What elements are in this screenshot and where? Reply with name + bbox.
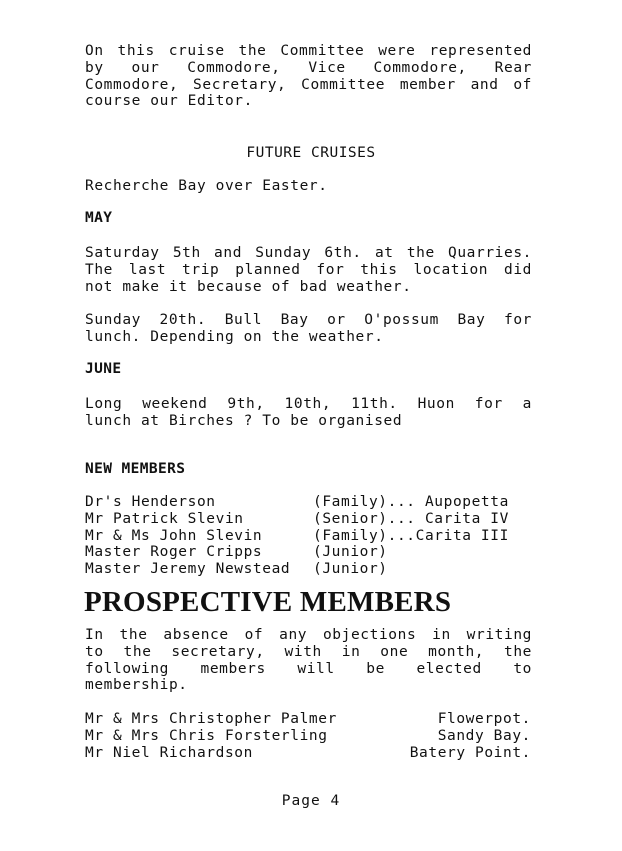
list-item [85, 511, 535, 528]
paragraph-line: following members will be elected to [85, 660, 532, 677]
june-huon-paragraph [85, 396, 532, 430]
list-item [85, 528, 535, 545]
member-name: Master Jeremy Newstead [85, 561, 291, 578]
paragraph-line: lunch. Depending on the weather. [85, 328, 384, 345]
paragraph-line: to the secretary, with in one month, the [85, 643, 532, 660]
paragraph-line: not make it because of bad weather. [85, 278, 412, 295]
member-category: (Family)...Carita III [313, 527, 509, 544]
paragraph-line: Saturday 5th and Sunday 6th. at the Quarries. [85, 245, 532, 261]
list-item [85, 494, 535, 511]
list-item [85, 728, 531, 745]
prospective-intro-paragraph [85, 627, 532, 694]
prospect-location: Flowerpot. [437, 711, 531, 727]
intro-paragraph [85, 43, 532, 110]
prospective-members-heading: PROSPECTIVE MEMBERS [84, 586, 452, 618]
paragraph-line: membership. [85, 677, 188, 694]
list-item [85, 745, 531, 762]
paragraph-line: Commodore, Secretary, Committee member and of [85, 76, 532, 93]
paragraph-line: In the absence of any objections in writing [85, 627, 532, 643]
prospect-name: Mr & Mrs Christopher Palmer [85, 711, 337, 727]
member-name: Mr Patrick Slevin [85, 510, 244, 527]
list-item [85, 544, 535, 561]
member-category: (Junior) [313, 544, 388, 561]
may-bull-bay-paragraph [85, 312, 532, 346]
paragraph-line: Recherche Bay over Easter. [85, 178, 328, 194]
may-heading: MAY [85, 210, 113, 226]
future-cruises-heading: FUTURE CRUISES [246, 145, 376, 161]
easter-cruise-text [85, 178, 532, 195]
member-category: (Junior) [313, 561, 388, 578]
paragraph-line: Long weekend 9th, 10th, 11th. Huon for a [85, 396, 532, 412]
prospect-location: Batery Point. [409, 744, 531, 761]
prospect-name: Mr & Mrs Chris Forsterling [85, 727, 328, 744]
june-heading: JUNE [85, 361, 122, 377]
paragraph-line: Sunday 20th. Bull Bay or O'possum Bay for [85, 312, 532, 328]
member-name: Dr's Henderson [85, 494, 216, 510]
paragraph-line: The last trip planned for this location did [85, 261, 532, 278]
new-members-heading: NEW MEMBERS [85, 461, 186, 477]
member-name: Master Roger Cripps [85, 544, 263, 561]
prospect-location: Sandy Bay. [437, 727, 531, 744]
may-quarries-paragraph [85, 245, 532, 295]
list-item [85, 561, 535, 578]
member-category: (Senior)... Carita IV [313, 510, 509, 527]
page-number: Page 4 [281, 793, 341, 809]
prospect-name: Mr Niel Richardson [85, 744, 253, 761]
prospective-members-list [85, 711, 531, 761]
paragraph-line: by our Commodore, Vice Commodore, Rear [85, 59, 532, 76]
member-category: (Family)... Aupopetta [313, 494, 509, 510]
paragraph-line: course our Editor. [85, 93, 253, 110]
list-item [85, 711, 531, 728]
paragraph-line: lunch at Birches ? To be organised [85, 412, 403, 429]
new-members-list [85, 494, 535, 578]
member-name: Mr & Ms John Slevin [85, 527, 263, 544]
paragraph-line: On this cruise the Committee were represented [85, 43, 532, 59]
